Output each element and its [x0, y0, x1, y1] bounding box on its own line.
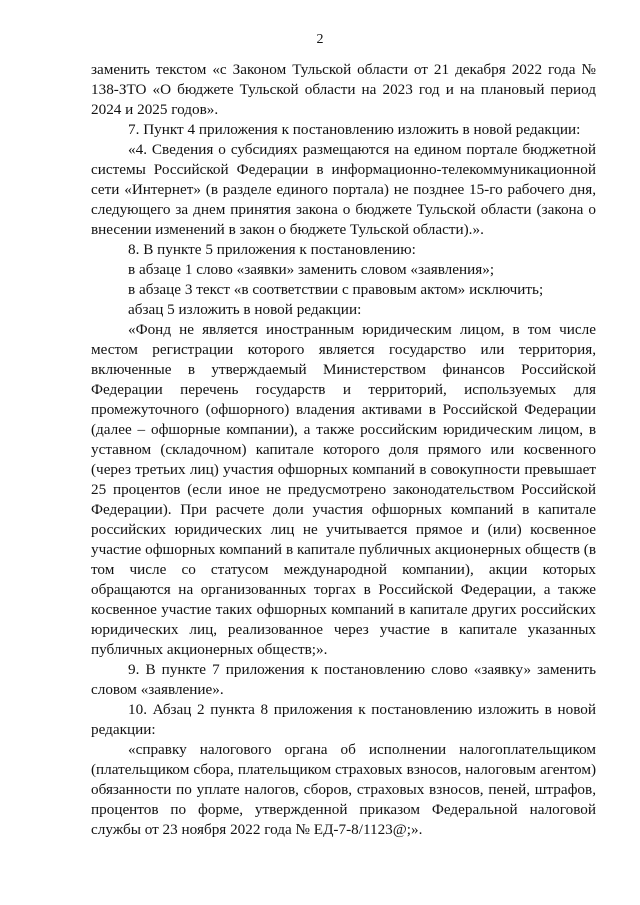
document-body	[91, 60, 596, 840]
paragraph-7: абзац 5 изложить в новой редакции:	[128, 301, 362, 318]
paragraph-2: 7. Пункт 4 приложения к постановлению изложить в новой редакции:	[128, 121, 581, 138]
paragraph-3: «4. Сведения о субсидиях размещаются на едином портале бюджетной системы Российской Федерации в информационно-телекоммуникационной сети «Интернет» (в разделе единого портала) не позднее 15-го рабочего дня, следующего за днем принятия закона о бюджете Тульской области (закона о внесении изменений в закон о бюджете Тульской области).».	[91, 141, 596, 238]
paragraph-11: «справку налогового органа об исполнении налогоплательщиком (плательщиком сбора, плательщиком страховых взносов, налоговым агентом) обязанности по уплате налогов, сборов, страховых взносов, пеней, штрафов, процентов по форме, утвержденной приказом Федеральной налоговой службы от 23 ноября 2022 года № ЕД-7-8/1123@;».	[91, 741, 596, 838]
paragraph-1: заменить текстом «с Законом Тульской области от 21 декабря 2022 года № 138-ЗТО «О бюджете Тульской области на 2023 год и на плановый период 2024 и 2025 годов».	[91, 61, 596, 118]
paragraph-4: 8. В пункте 5 приложения к постановлению:	[128, 241, 416, 258]
paragraph-9: 9. В пункте 7 приложения к постановлению слово «заявку» заменить словом «заявление».	[91, 661, 596, 698]
paragraph-8: «Фонд не является иностранным юридическим лицом, в том числе местом регистрации которого является государство или территория, включенные в утверждаемый Министерством финансов Российской Федерации перечень государств и территорий, используемых для промежуточного (офшорного) владения активами в Российской Федерации (далее – офшорные компании), а также российским юридическим лицом, в уставном (складочном) капитале которого доля прямого или косвенного (через третьих лиц) участия офшорных компаний в совокупности превышает 25 процентов (если иное не предусмотрено законодательством Российской Федерации). При расчете доли участия офшорных компаний в капитале российских юридических лиц не учитывается прямое и (или) косвенное участие офшорных компаний в капитале публичных акционерных обществ (в том числе со статусом международной компании), акции которых обращаются на организованных торгах в Российской Федерации, а также косвенное участие таких офшорных компаний в капитале других российских юридических лиц, реализованное через участие в капитале указанных публичных акционерных обществ;».	[91, 321, 596, 658]
page-number: 2	[316, 32, 324, 47]
paragraph-5: в абзаце 1 слово «заявки» заменить словом «заявления»;	[128, 261, 495, 278]
paragraph-6: в абзаце 3 текст «в соответствии с правовым актом» исключить;	[128, 281, 544, 298]
paragraph-10: 10. Абзац 2 пункта 8 приложения к постановлению изложить в новой редакции:	[91, 701, 596, 738]
